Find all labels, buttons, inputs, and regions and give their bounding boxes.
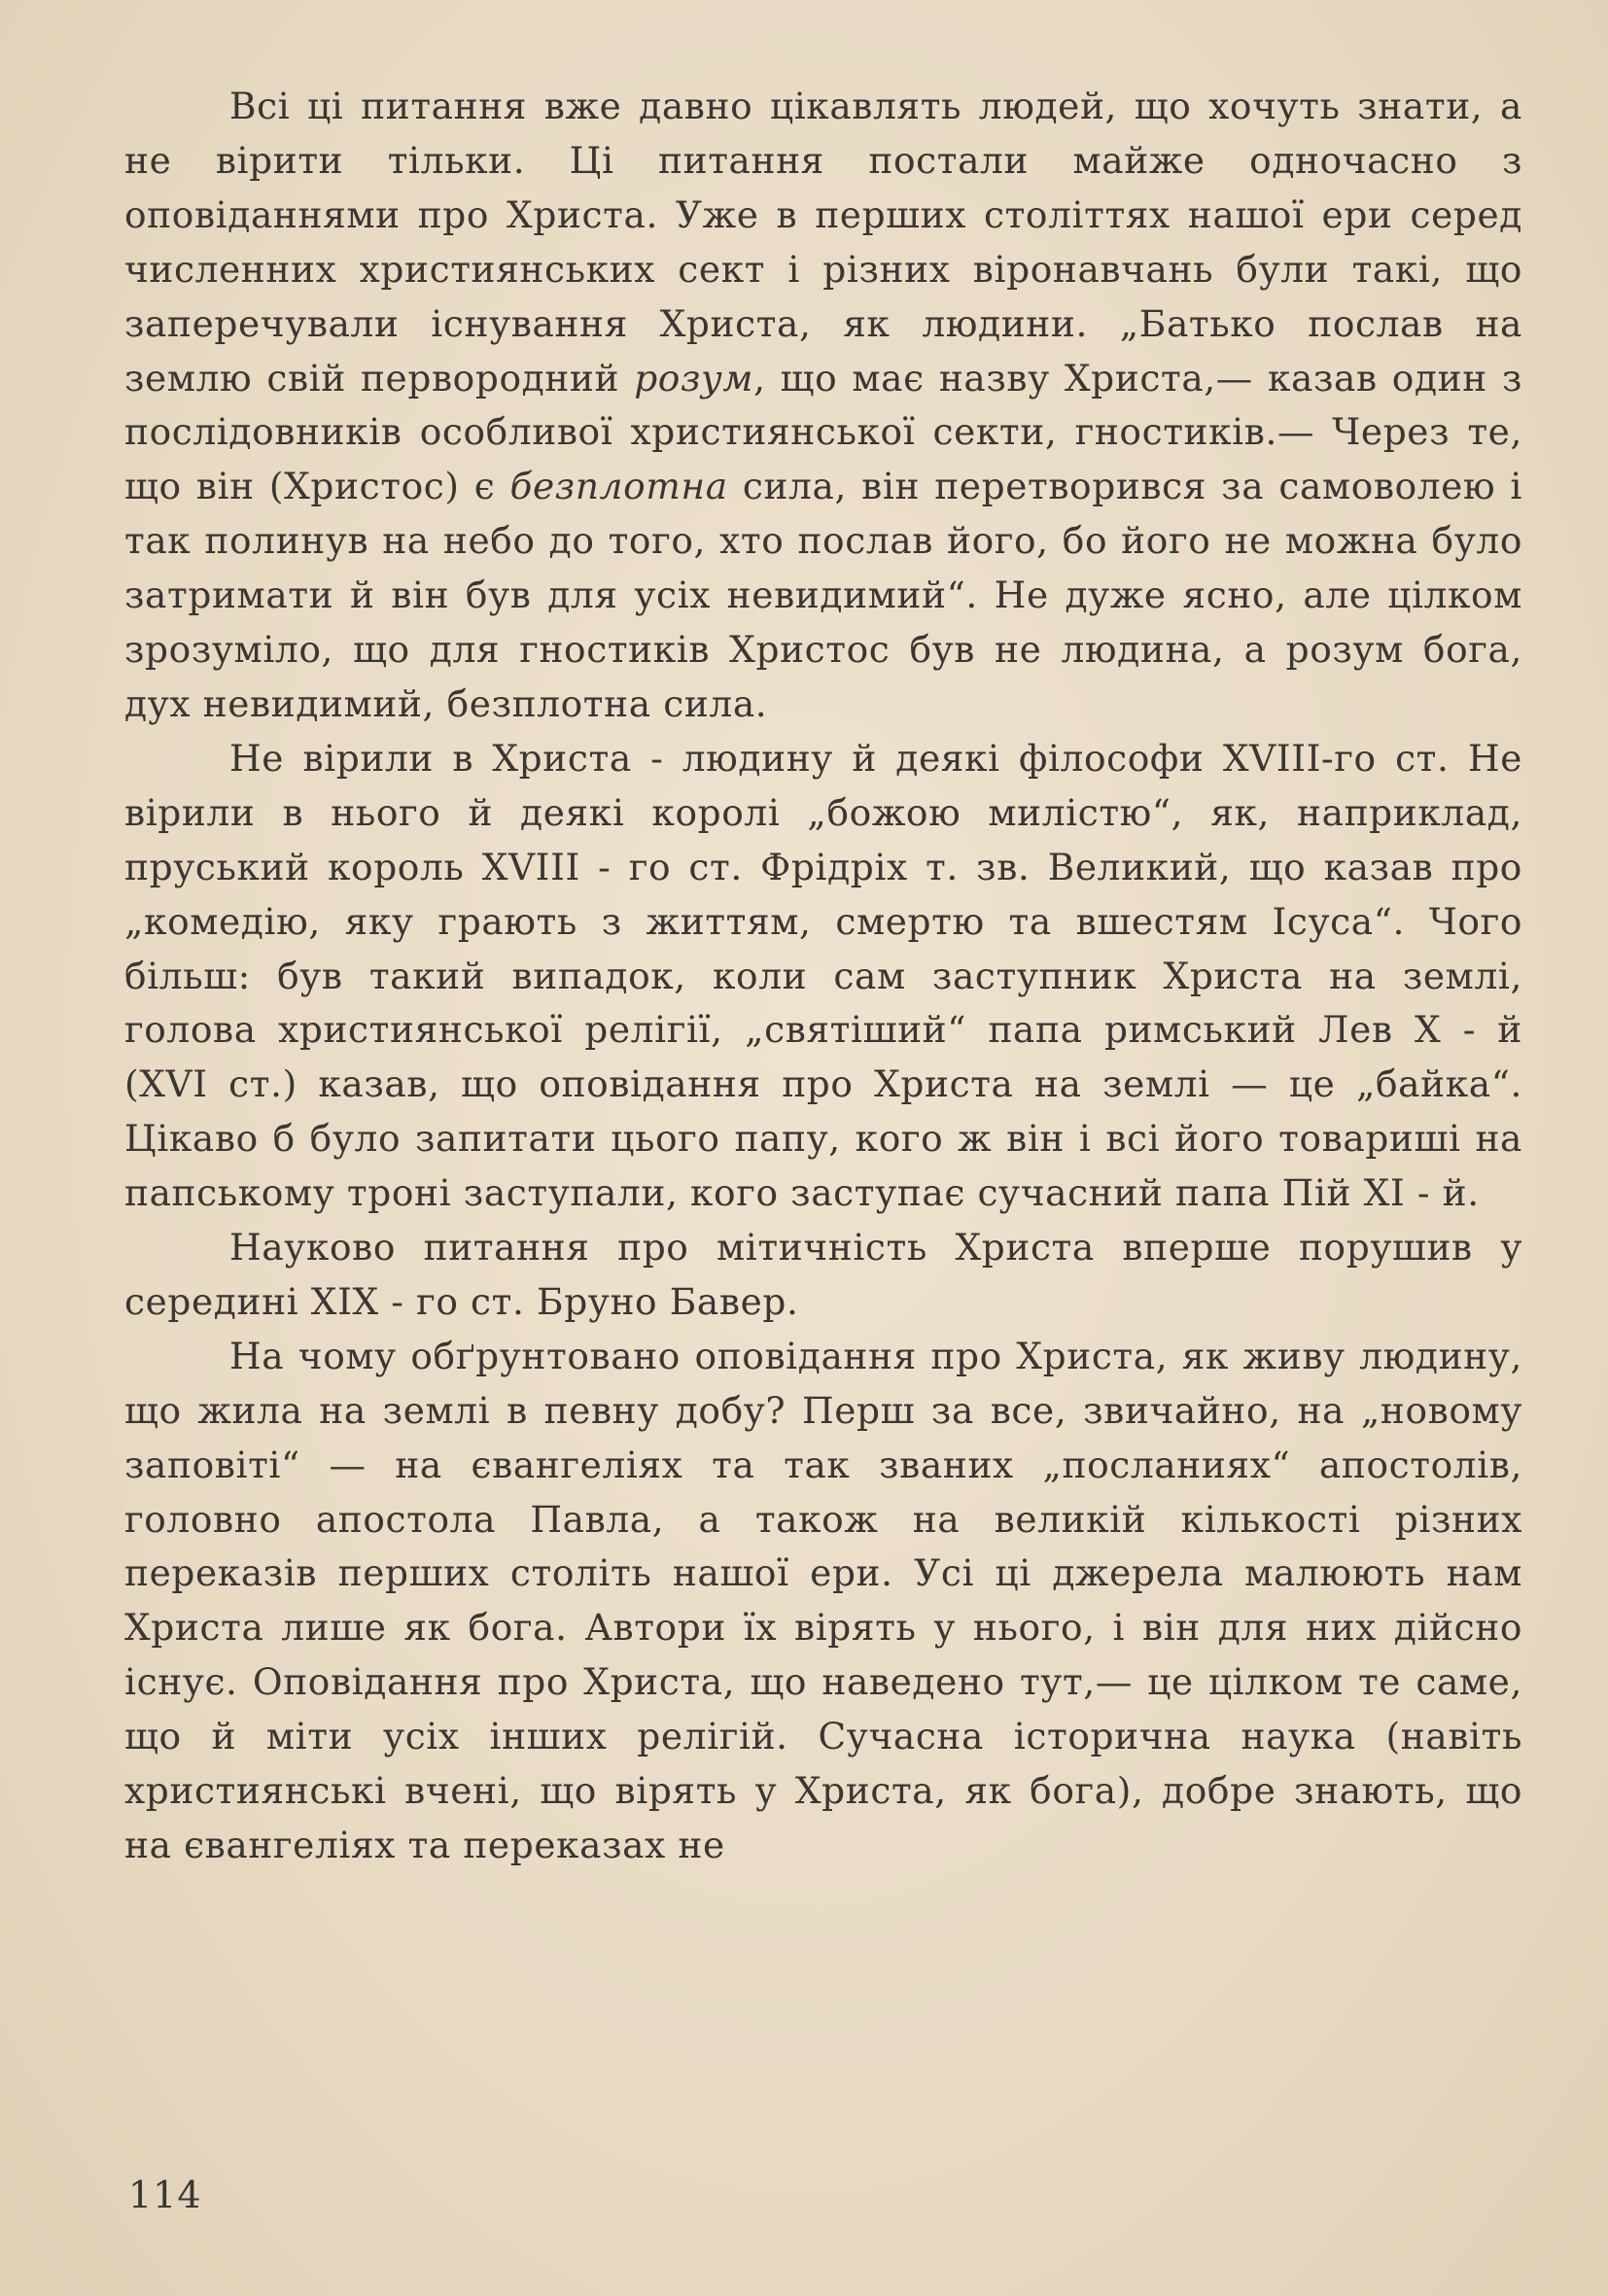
- page-number: 114: [128, 2174, 202, 2216]
- italic-text: розум: [634, 356, 754, 400]
- text-run: Науково питання про мітичність Христа вперше порушив у середині XIX - го ст. Бруно Бавер.: [124, 1226, 1522, 1323]
- paragraph: [124, 80, 1522, 732]
- text-run: Всі ці питання вже давно цікавлять людей, що хочуть знати, а не вірити тільки. Ці питання постали майже одночасно з оповіданнями про Христа. Уже в перших століттях нашої ери серед численних християнських сект і різних віронавчань були такі, що заперечували існування Христа, як людини. „Батько послав на землю свій первородний: [124, 85, 1522, 400]
- text-run: сила, він перетворився за самоволею і так полинув на небо до того, хто послав його, бо його не можна було затримати й він був для усіх невидимий“. Не дуже ясно, але цілком зрозуміло, що для гностиків Христос був не людина, а розум бога, дух невидимий, безплотна сила.: [124, 465, 1522, 725]
- paragraph: [124, 1221, 1522, 1330]
- paragraph: [124, 1330, 1522, 1873]
- body-text: [124, 80, 1522, 1873]
- text-run: Не вірили в Христа - людину й деякі філософи XVIII-го ст. Не вірили в нього й деякі королі „божою милістю“, як, наприклад, пруський король XVIII - го ст. Фрідріх т. зв. Великий, що казав про „комедію, яку грають з життям, смертю та вшестям Ісуса“. Чого більш: був такий випадок, коли сам заступник Христа на землі, голова християнської релігії, „святіший“ папа римський Лев X - й (XVI ст.) казав, що оповідання про Христа на землі — це „байка“. Цікаво б було запитати цього папу, кого ж він і всі його товариші на папському троні заступали, кого заступає сучасний папа Пій XI - й.: [124, 736, 1522, 1215]
- paragraph: [124, 732, 1522, 1221]
- text-run: На чому обґрунтовано оповідання про Христа, як живу людину, що жила на землі в певну добу? Перш за все, звичайно, на „новому заповіті“ — на євангеліях та так званих „посланиях“ апостолів, головно апостола Павла, а також на великій кількості різних переказів перших століть нашої ери. Усі ці джерела малюють нам Христа лише як бога. Автори їх вірять у нього, і він для них дійсно існує. Оповідання про Христа, що наведено тут,— це цілком те саме, що й міти усіх інших релігій. Сучасна історична наука (навіть християнські вчені, що вірять у Христа, як бога), добре знають, що на євангеліях та переказах не: [124, 1334, 1522, 1866]
- text-run: , що має назву Христа,— казав один з послідовників особливої християнської секти, гностиків.— Через те, що він (Христос) є: [124, 356, 1522, 508]
- italic-text: безплотна: [509, 465, 728, 508]
